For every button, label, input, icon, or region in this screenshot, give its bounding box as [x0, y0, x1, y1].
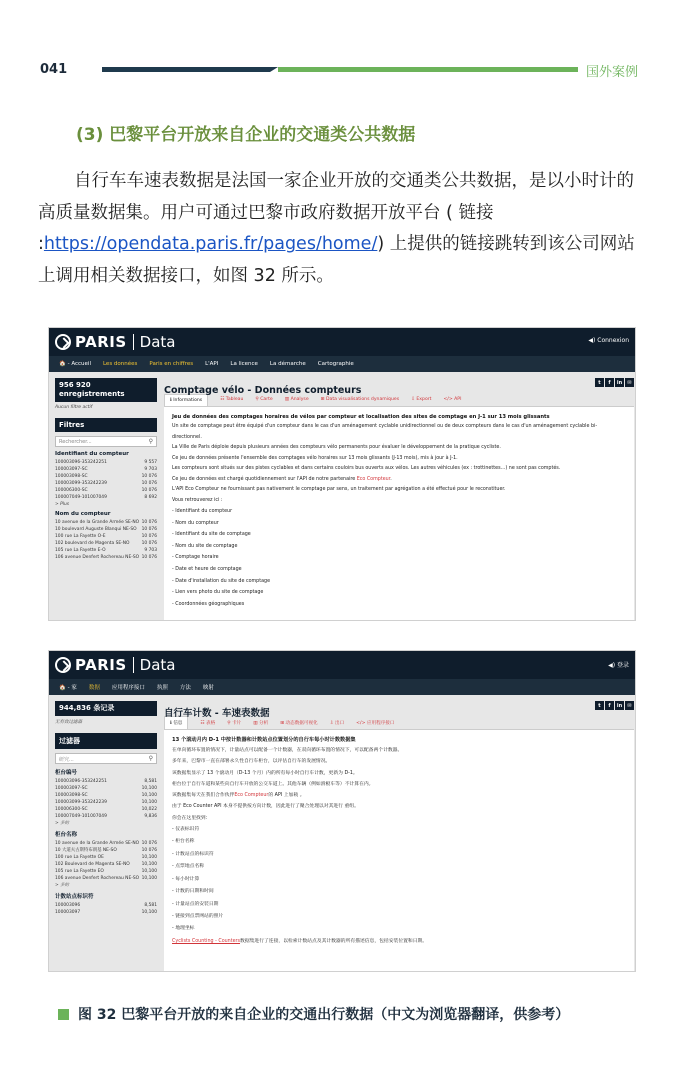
field-list-item: - 链接到点票网站的照片	[172, 913, 224, 919]
facet-row[interactable]	[55, 466, 157, 473]
opendata-paris-link[interactable]: https://opendata.paris.fr/pages/home/	[43, 234, 378, 254]
nav-item-4[interactable]: 方法	[179, 685, 191, 691]
partner-text-end: 的 API 上加载 。	[268, 793, 305, 799]
facet-row-name: 100006300-SC	[55, 488, 88, 493]
facet-row-name: 10 avenue de la Grande Armée SE-NO	[55, 841, 140, 846]
field-list-item: - Date d'installation du site de comptage	[172, 578, 271, 584]
tab-1[interactable]: ☷ Tableau	[220, 397, 244, 402]
facet-row-name: 102 boulevard de Magenta SE-NO	[55, 541, 130, 546]
dataset-description	[164, 407, 634, 621]
facet-row[interactable]	[55, 909, 157, 916]
paris-data-logo[interactable]	[55, 656, 176, 674]
dataset-title-bar	[164, 701, 634, 719]
field-list-item: - Coordonnées géographiques	[172, 601, 245, 607]
field-list-item: - 计数的日期和时间	[172, 889, 214, 895]
facet-row-name: 10 avenue de la Grande Armée SE-NO	[55, 520, 140, 525]
facet-row-count: 9,836	[144, 814, 157, 819]
logo-divider	[133, 334, 134, 350]
eco-compteur-link[interactable]: Eco Compteur	[356, 476, 391, 482]
description-line: 该数据集显示了 13 个滚动月（D-13 个月）内的所有每小时自行车计数，更新为 D-1。	[172, 770, 358, 776]
facet-site-id	[55, 892, 157, 916]
active-filter-note: 无有效过滤器	[55, 720, 82, 725]
facet-row-count: 10 076	[141, 488, 157, 493]
field-list-item: - 仪表标识符	[172, 827, 200, 833]
filter-search-input[interactable]	[55, 753, 157, 764]
facet-row[interactable]	[55, 861, 157, 868]
facet-row[interactable]	[55, 902, 157, 909]
facet-title: Identifiant du compteur	[55, 451, 129, 457]
facet-row[interactable]	[55, 778, 157, 785]
header-rule-notch	[270, 67, 278, 72]
facet-row-count: 9 703	[144, 548, 157, 553]
logo-paris-text: PARIS	[75, 656, 127, 674]
facet-row-name: 106 avenue Denfert Rochereau NE-SO	[55, 876, 140, 881]
left-sidebar	[55, 378, 157, 561]
facet-row[interactable]	[55, 540, 157, 547]
facet-row-name: 106 avenue Denfert Rochereau NE-SO	[55, 555, 140, 560]
facet-row[interactable]	[55, 813, 157, 820]
partner-text-end: .	[390, 476, 392, 482]
facet-row-name: 100003097-SC	[55, 467, 88, 472]
cyclists-counting-link[interactable]: Cyclists Counting - Counters	[172, 938, 241, 944]
cyclists-counting-text: 数据集进行了连接，以检索计数站点及其计数器的所有描述信息，包括安装位置和日期。	[240, 938, 428, 944]
paris-logo-icon	[55, 334, 71, 350]
facet-row-count: 8,581	[144, 779, 157, 784]
section-tag: 国外案例	[585, 65, 638, 80]
facet-row-count: 10,022	[141, 807, 157, 812]
facet-title: 柜台名称	[55, 832, 78, 838]
facet-row[interactable]	[55, 480, 157, 487]
facet-row[interactable]	[55, 875, 157, 882]
facet-row-count: 8 692	[144, 495, 157, 500]
facet-row[interactable]	[55, 847, 157, 854]
nav-item-0[interactable]: 🏠 - Accueil	[59, 361, 91, 367]
facet-row-name: 100007049-101007049	[55, 814, 107, 819]
facet-title: 柜台编号	[55, 770, 78, 776]
facet-row[interactable]	[55, 526, 157, 533]
description-line: 在单向循环布置的情况下，计量站点可以配备一个计数器，在双向循环布置的情况下，可以配备两个计数器。	[172, 748, 403, 753]
main-column	[164, 378, 634, 621]
description-lines	[172, 745, 626, 790]
screenshot-chinese	[48, 650, 636, 972]
share-buttons	[594, 701, 634, 710]
description-line: La Ville de Paris déploie depuis plusieurs années des compteurs vélo permanents pour évaluer le développement de la pratique cycliste.	[172, 445, 501, 450]
facet-more-link[interactable]: > Plus	[55, 502, 70, 507]
tab-5[interactable]: ⇩ Export	[411, 397, 432, 402]
nav-item-3[interactable]: L'API	[205, 361, 219, 367]
facet-row-name: 100003096-353242251	[55, 460, 107, 465]
list-intro: 你会在这里找到：	[172, 815, 211, 821]
twitter-icon[interactable]: t	[595, 378, 604, 387]
field-list-item: - Identifiant du site de comptage	[172, 532, 251, 538]
description-line: Un site de comptage peut être équipé d'un compteur dans le cas d'un aménagement cyclable unidirectionnel ou de deux compteurs dans le cas d'un aménagement cyclable bi-directionnel.	[172, 424, 598, 440]
nav-item-1[interactable]: 数据	[88, 685, 100, 691]
field-list	[172, 824, 626, 936]
partner-line	[172, 790, 626, 801]
facet-row-name: 100003099-353242239	[55, 800, 107, 805]
caption-text: 图 32 巴黎平台开放的来自企业的交通出行数据（中文为浏览器翻译，供参考）	[78, 1007, 570, 1023]
facet-row[interactable]	[55, 547, 157, 554]
facet-row-count: 10 076	[141, 527, 157, 532]
facet-row-name: 100003096-353242251	[55, 779, 107, 784]
field-list-item: - Comptage horaire	[172, 555, 219, 561]
facet-row-name: 10 boulevard Auguste Blanqui NE-SO	[55, 527, 137, 532]
figure-caption	[58, 1004, 569, 1024]
dataset-title: 自行车计数 - 车速表数据	[164, 708, 270, 719]
email-icon[interactable]: ✉	[625, 378, 634, 387]
site-navbar	[49, 679, 635, 695]
facet-row[interactable]	[55, 799, 157, 806]
facet-row[interactable]	[55, 792, 157, 799]
field-list-item: - 点票地点名称	[172, 864, 205, 870]
facet-more-link[interactable]: > 多的	[55, 821, 69, 826]
search-placeholder: Rechercher...	[59, 439, 92, 445]
page-number: 041	[40, 62, 68, 77]
facet-row[interactable]	[55, 554, 157, 561]
facet-row-name: 100006300-SC	[55, 807, 88, 812]
dataset-title-bar	[164, 378, 634, 396]
site-navbar	[49, 356, 635, 372]
list-intro: Vous retrouverez ici :	[172, 497, 223, 503]
paragraph-text-after-link: ) 上提供的链接跳转到该公司网站上调用相关数据接口，如图 32 所示。	[38, 234, 635, 286]
facet-row[interactable]	[55, 840, 157, 847]
field-list-item: - Identifiant du compteur	[172, 509, 233, 514]
login-link[interactable]: ◀) Connexion	[588, 337, 629, 344]
tab-3[interactable]: ▥ 分析	[253, 720, 269, 726]
facet-row[interactable]	[55, 533, 157, 540]
facet-row[interactable]	[55, 494, 157, 501]
facet-row-count: 10,100	[141, 786, 157, 791]
facet-more-link[interactable]: > 多的	[55, 883, 69, 888]
partner-text: Ce jeu de données est chargé quotidiennement sur l'API de notre partenaire	[172, 476, 357, 482]
logo-data-text: Data	[139, 656, 176, 674]
nav-item-5[interactable]: 映射	[202, 685, 214, 691]
nav-item-4[interactable]: La licence	[230, 361, 258, 367]
site-topbar	[49, 651, 635, 679]
partner-line	[172, 475, 626, 486]
description-line: 柜台位于自行车道和某些向自行车开放的公交车道上。其他车辆（例如滑板车等）不计算在内。	[172, 781, 374, 787]
left-sidebar	[55, 701, 157, 916]
facet-row-count: 10,100	[141, 910, 157, 915]
dataset-description	[164, 730, 634, 972]
facet-row-count: 10,100	[141, 800, 157, 805]
facet-row-count: 9 557	[144, 460, 157, 465]
twitter-icon[interactable]: t	[595, 701, 604, 710]
facet-row[interactable]	[55, 785, 157, 792]
facet-row-name: 100003099-353242239	[55, 481, 107, 486]
tab-6[interactable]: </> API	[443, 397, 462, 402]
facet-counter-name	[55, 830, 157, 889]
tab-2[interactable]: ⚲ Carte	[255, 397, 273, 402]
field-list-item: - 每小时计算	[172, 876, 200, 882]
header-rule-green	[278, 67, 578, 72]
field-list	[172, 506, 626, 610]
tab-2[interactable]: ⚲ 卡片	[227, 720, 242, 726]
body-paragraph	[38, 166, 642, 292]
nav-item-2[interactable]: 应用程序接口	[111, 685, 145, 691]
facet-counter-id	[55, 768, 157, 827]
header-rule-dark	[102, 67, 270, 72]
record-count: 944,836 条记录	[55, 701, 157, 716]
facet-row-name: 10 大道夫古斯特布朗基 NE-SO	[55, 848, 117, 853]
active-filter-note: Aucun filtre actif	[55, 405, 93, 410]
facet-title: Nom du compteur	[55, 511, 111, 517]
search-placeholder: 研究...	[59, 757, 74, 763]
facet-row[interactable]	[55, 806, 157, 813]
field-list-item: - Nom du compteur	[172, 520, 219, 526]
filters-heading: 过滤器	[55, 733, 157, 749]
description-title: Jeu de données des comptages horaires de vélos par compteur et localisation des sites de comptage en J-1 sur 13 mois glissants	[172, 414, 550, 420]
facet-row-name: 105 rue La Fayette E-O	[55, 548, 106, 553]
caption-marker	[58, 1009, 69, 1020]
facet-row-count: 10 076	[141, 474, 157, 479]
field-list-item: - Date et heure de comptage	[172, 566, 242, 572]
search-icon[interactable]: ⚲	[148, 755, 153, 762]
facet-row-count: 9 703	[144, 467, 157, 472]
facet-row-count: 10,100	[141, 793, 157, 798]
facet-row-count: 10,100	[141, 869, 157, 874]
facebook-icon[interactable]: f	[605, 378, 614, 387]
login-link[interactable]: ◀) 登录	[608, 662, 629, 669]
field-list-item: - 计数站点的标识符	[172, 851, 214, 857]
facet-row[interactable]	[55, 459, 157, 466]
field-list-item: - 地理坐标	[172, 926, 195, 932]
partner-text: 该数据集每天在我们合作伙伴	[172, 793, 235, 799]
field-list-item: - Lien vers photo du site de comptage	[172, 590, 264, 596]
facet-row-count: 10 076	[141, 848, 157, 853]
facet-counter-id	[55, 451, 157, 508]
field-list-item: - 计量站点的安装日期	[172, 901, 219, 907]
facet-row-name: 100003097	[55, 910, 81, 915]
eco-compteur-link[interactable]: Eco Compteur	[234, 793, 269, 799]
facet-row-count: 10 076	[141, 555, 157, 560]
api-line: 由于 Eco Counter API 本身不提供按方向计数，因此进行了聚合处理以对其进行 重组。	[172, 804, 359, 810]
linkedin-icon[interactable]: in	[616, 379, 623, 386]
facet-row-name: 102 Boulevard de Magenta SE-NO	[55, 862, 130, 867]
api-line: L'API Eco Compteur ne fournissant pas nativement le comptage par sens, un traitement par agrégation a été effectué pour le reconstituer.	[172, 487, 506, 492]
tab-6[interactable]: </> 应用程序接口	[356, 720, 395, 726]
facet-row-name: 100003098-SC	[55, 793, 88, 798]
facet-row-name: 100 rue La Fayette OE	[55, 855, 104, 860]
nav-item-6[interactable]: Cartographie	[317, 361, 354, 367]
nav-item-5[interactable]: La démarche	[269, 361, 306, 367]
dataset-title: Comptage vélo - Données compteurs	[164, 385, 362, 396]
facet-row-name: 100003098-SC	[55, 474, 88, 479]
facet-row-count: 8,581	[144, 903, 157, 908]
facet-row-count: 10,100	[141, 876, 157, 881]
nav-item-0[interactable]: 🏠 - 家	[59, 685, 77, 691]
linkedin-icon[interactable]: in	[616, 702, 623, 709]
description-line: 多年来，巴黎市一直在部署永久性自行车柜台，以评估自行车的发展情况。	[172, 759, 331, 765]
record-count: 956 920 enregistrements	[55, 378, 157, 402]
field-list-item: - Nom du site de comptage	[172, 543, 238, 549]
facet-row-name: 100007049-101007049	[55, 495, 107, 500]
tab-0[interactable]: ℹ Informations	[164, 394, 208, 406]
facet-row-name: 100003096	[55, 903, 81, 908]
nav-item-1[interactable]: Les données	[102, 361, 138, 367]
page-header	[0, 0, 680, 90]
facet-row-count: 10,100	[141, 855, 157, 860]
facet-row-count: 10 076	[141, 541, 157, 546]
facet-row[interactable]	[55, 487, 157, 494]
facet-row[interactable]	[55, 473, 157, 480]
facet-counter-name	[55, 511, 157, 561]
filter-search-input[interactable]	[55, 436, 157, 447]
tab-0[interactable]: ℹ 信息	[164, 716, 188, 729]
description-lines	[172, 422, 626, 475]
nav-item-3[interactable]: 执照	[156, 685, 168, 691]
section-title: (3) 巴黎平台开放来自企业的交通类公共数据	[76, 125, 416, 145]
facet-row[interactable]	[55, 519, 157, 526]
facet-row-count: 10 076	[141, 534, 157, 539]
logo-paris-text: PARIS	[75, 333, 127, 351]
facet-row-name: 105 rue La Fayette EO	[55, 869, 104, 874]
facet-row[interactable]	[55, 868, 157, 875]
share-buttons	[594, 378, 634, 387]
description-line: Ce jeu de données présente l'ensemble des comptages vélo horaires sur 13 mois glissants (J-13 mois), mis à jour à J-1.	[172, 455, 458, 461]
description-title: 13 个滚动月内 D-1 中按计数器和计数站点位置划分的自行车每小时计数数据集	[172, 737, 356, 743]
facet-row-name: 100 rue La Fayette O-E	[55, 534, 106, 539]
tab-4[interactable]: ⊞ Data visualisations dynamiques	[320, 397, 400, 402]
screenshot-french	[48, 327, 636, 621]
filters-heading: Filtres	[55, 418, 157, 432]
tab-3[interactable]: ▥ Analyse	[284, 397, 309, 402]
cyclists-counting-line	[172, 936, 626, 947]
tab-4[interactable]: ⊞ 动态数据可视化	[280, 720, 318, 726]
tab-1[interactable]: ☷ 表格	[200, 720, 216, 726]
main-column	[164, 701, 634, 972]
facet-title: 计数站点标识符	[55, 894, 94, 900]
search-icon[interactable]: ⚲	[148, 438, 153, 445]
logo-data-text: Data	[139, 333, 176, 351]
facet-row-count: 10 076	[141, 841, 157, 846]
facet-row-name: 100003097-SC	[55, 786, 88, 791]
nav-item-2[interactable]: Paris en chiffres	[149, 361, 194, 367]
paragraph-text-before-link: 自行车车速表数据是法国一家企业开放的交通类公共数据，是以小时计的高质量数据集。用户可通过巴黎市政府数据开放平台 ( 链接 :	[38, 171, 634, 254]
paris-data-logo[interactable]	[55, 333, 176, 351]
logo-divider	[133, 657, 134, 673]
facet-row[interactable]	[55, 854, 157, 861]
facet-row-count: 10,100	[141, 862, 157, 867]
tab-5[interactable]: ⇩ 出口	[329, 720, 345, 726]
facebook-icon[interactable]: f	[605, 701, 614, 710]
paris-logo-icon	[55, 657, 71, 673]
description-line: Les compteurs sont situés sur des pistes cyclables et dans certains couloirs bus ouverts aux vélos. Les autres véhicules (ex : trottinettes…) ne sont pas comptés.	[172, 466, 561, 471]
email-icon[interactable]: ✉	[625, 701, 634, 710]
facet-row-count: 10 076	[141, 520, 157, 525]
facet-row-count: 10 076	[141, 481, 157, 486]
site-topbar	[49, 328, 635, 356]
field-list-item: - 柜台名称	[172, 839, 195, 845]
